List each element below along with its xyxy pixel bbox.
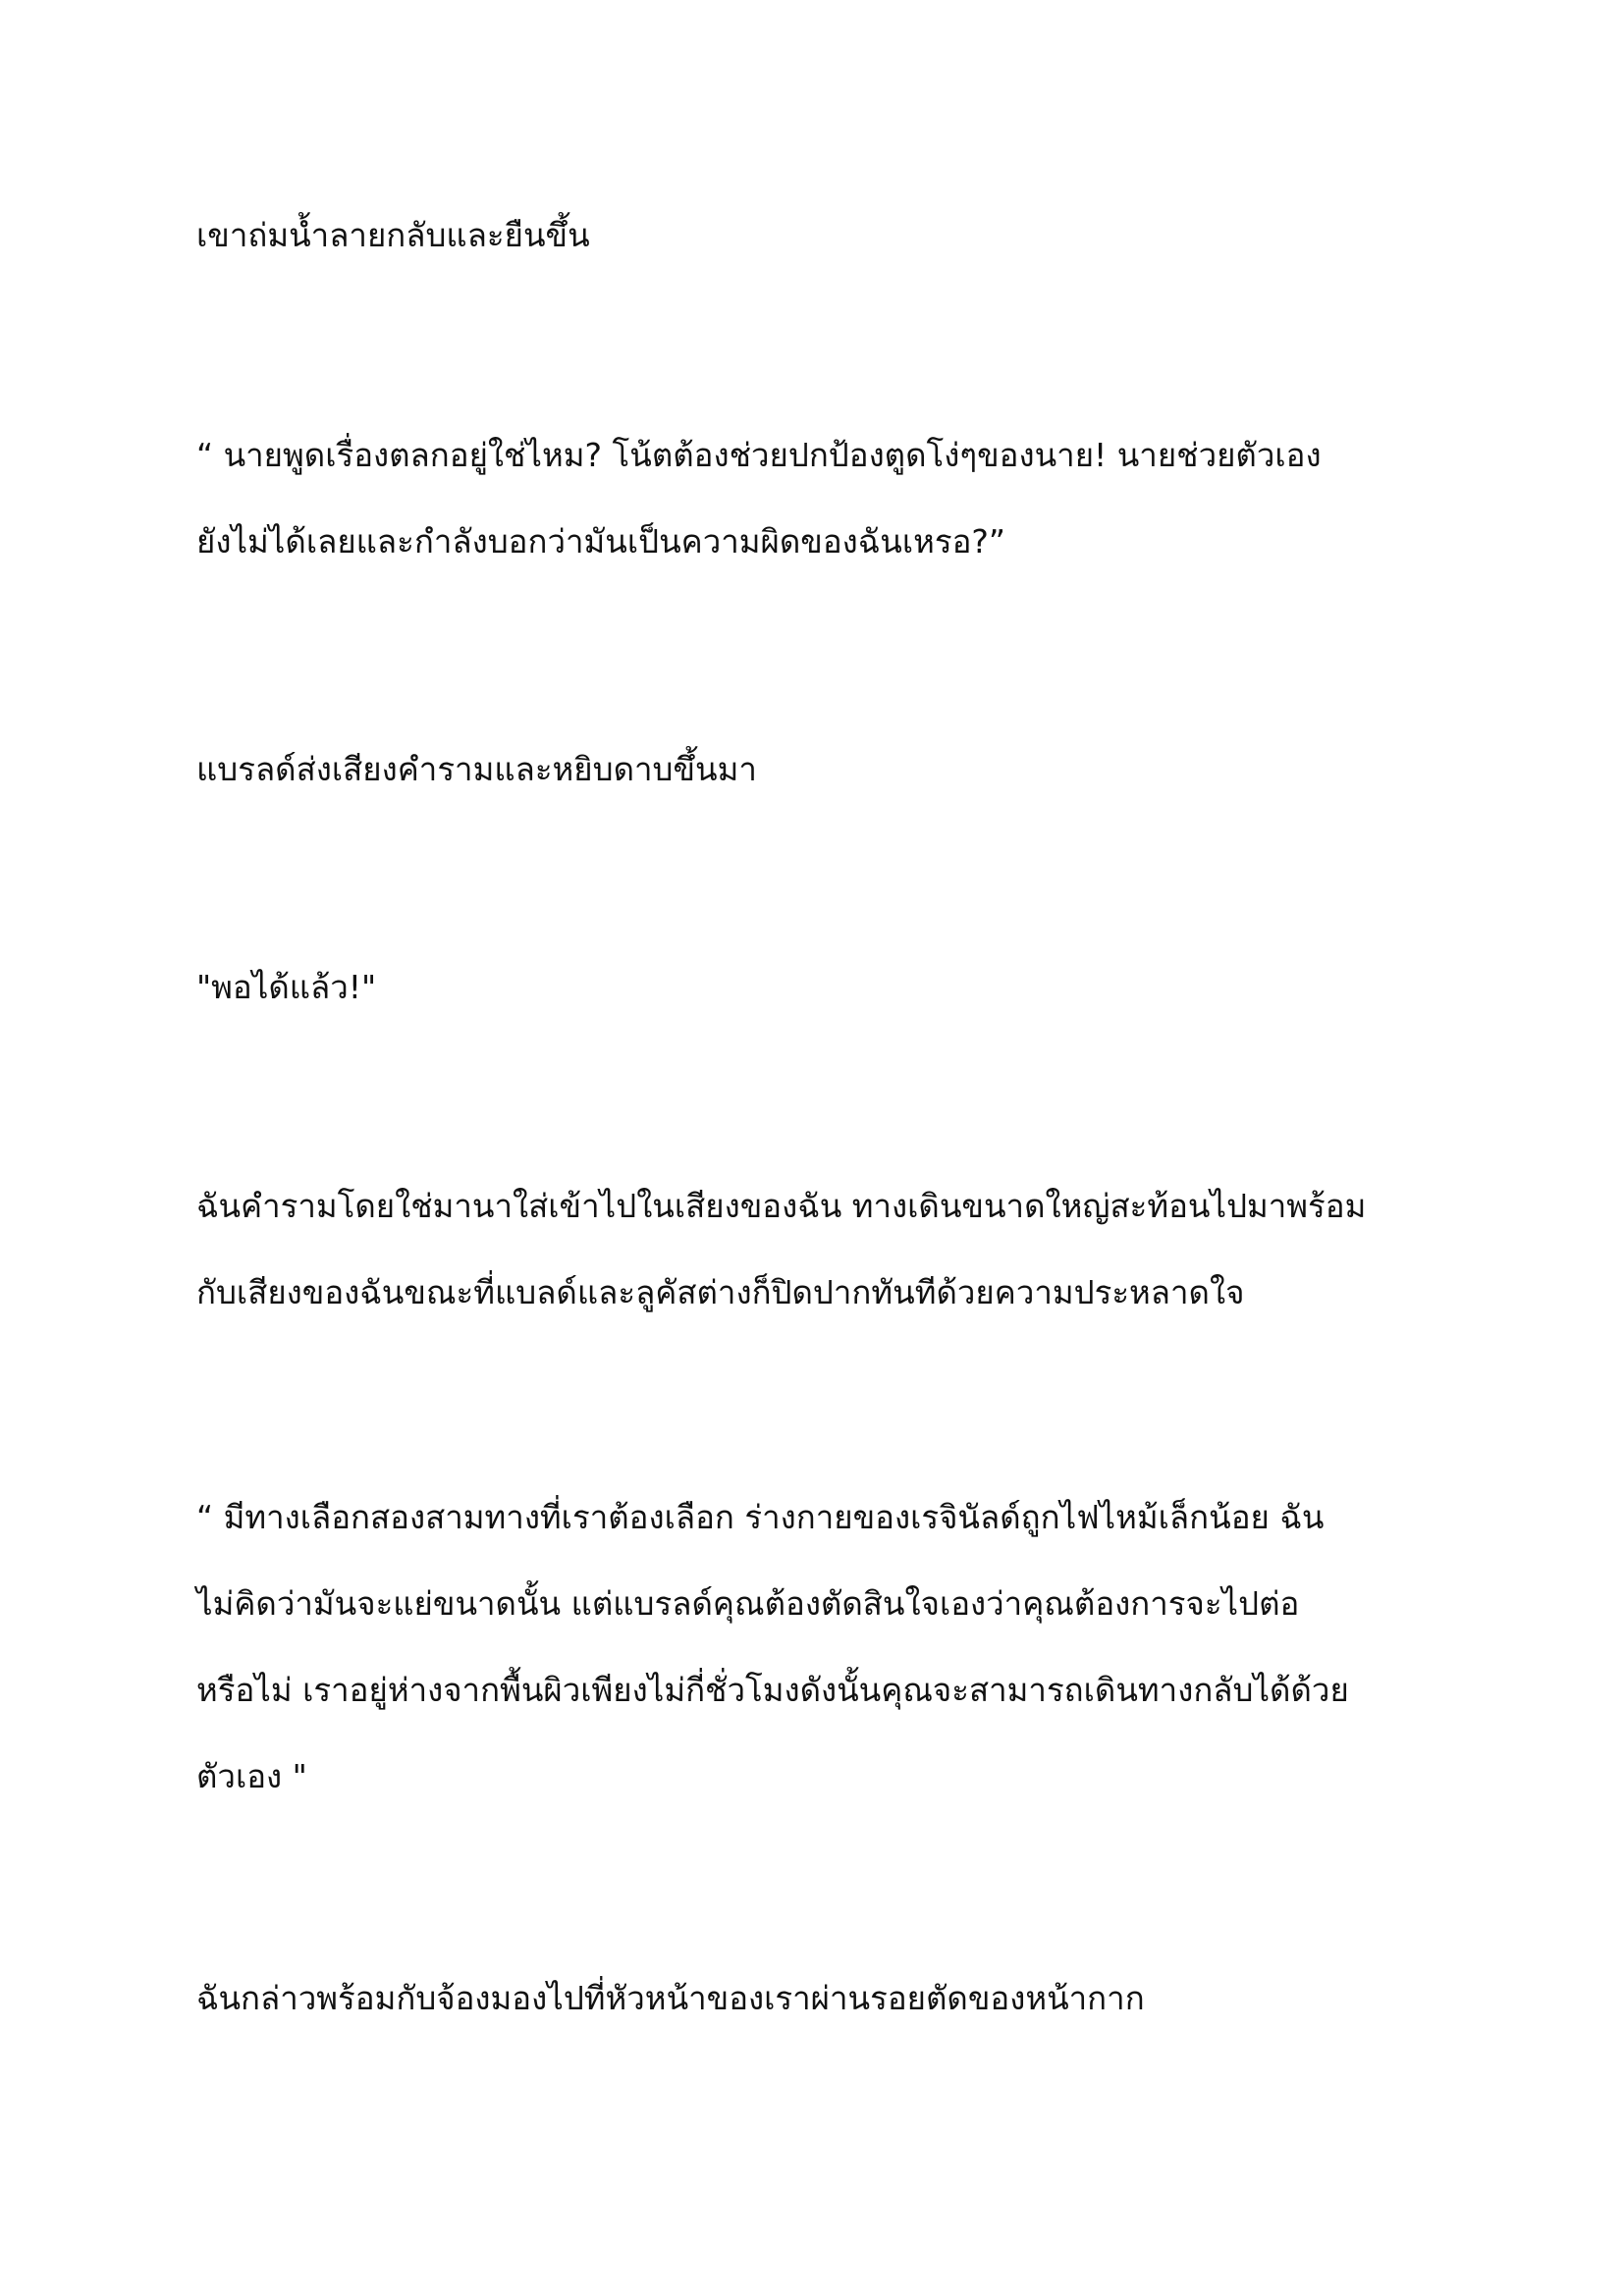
paragraph-2	[196, 412, 1443, 585]
paragraph-5	[196, 1163, 1443, 1336]
text-line: ตัวเอง "	[196, 1757, 307, 1795]
paragraph-3	[196, 726, 1443, 813]
paragraph-1	[196, 192, 1443, 279]
text-line: ไม่คิดว่ามันจะแย่ขนาดนั้น แต่แบรลด์คุณต้องตัดสินใจเองว่าคุณต้องการจะไปต่อ	[196, 1584, 1300, 1623]
text-line: "พอได้แล้ว!"	[196, 968, 377, 1006]
text-line: ฉันคำรามโดยใช่มานาใส่เข้าไปในเสียงของฉัน ทางเดินขนาดใหญ่สะท้อนไปมาพร้อม	[196, 1187, 1367, 1225]
text-line: กับเสียงของฉันขณะที่แบลด์และลูคัสต่างก็ปิดปากทันทีด้วยความประหลาดใจ	[196, 1273, 1245, 1311]
text-line: “ นายพูดเรื่องตลกอยู่ใช่ไหม? โน้ตต้องช่วยปกป้องตูดโง่ๆของนาย! นายช่วยตัวเอง	[196, 436, 1322, 474]
text-line: หรือไม่ เราอยู่ห่างจากพื้นผิวเพียงไม่กี่ชั่วโมงดังนั้นคุณจะสามารถเดินทางกลับได้ด้วย	[196, 1671, 1349, 1709]
text-line: “ มีทางเลือกสองสามทางที่เราต้องเลือก ร่างกายของเรจินัลด์ถูกไฟไหม้เล็กน้อย ฉัน	[196, 1498, 1325, 1536]
text-line: ยังไม่ได้เลยและกำลังบอกว่ามันเป็นความผิดของฉันเหรอ?”	[196, 522, 1006, 561]
paragraph-7	[196, 1955, 1443, 2042]
paragraph-4	[196, 944, 1443, 1031]
text-line: เขาถ่มน้ำลายกลับและยืนขึ้น	[196, 216, 590, 254]
text-line: ฉันกล่าวพร้อมกับจ้องมองไปที่หัวหน้าของเราผ่านรอยตัดของหน้ากาก	[196, 1979, 1145, 2017]
paragraph-6	[196, 1474, 1443, 1820]
text-line: แบรลด์ส่งเสียงคำรามและหยิบดาบขึ้นมา	[196, 750, 757, 788]
